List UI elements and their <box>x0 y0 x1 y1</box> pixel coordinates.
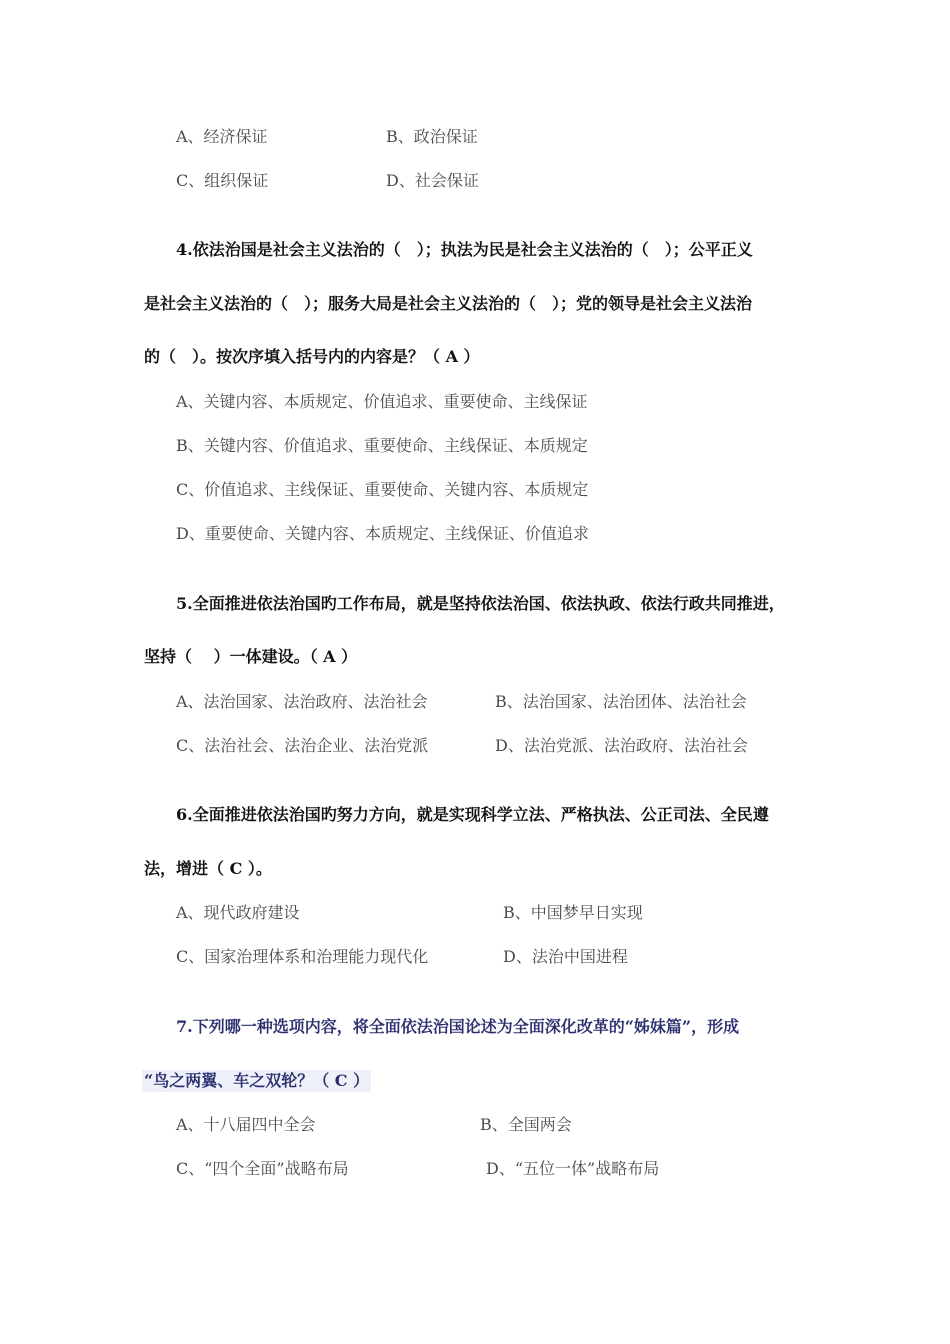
q7-option-c: C、“四个全面”战略布局 <box>176 1159 349 1178</box>
q7-stem-line2: “鸟之两翼、车之双轮？（ C ） <box>144 1071 370 1090</box>
q6-stem-line1: 6.全面推进依法治国旳努力方向，就是实现科学立法、严格执法、公正司法、全民遵 <box>176 805 769 824</box>
q5-option-d: D、法治党派、法治政府、法治社会 <box>495 736 748 755</box>
q4-stem-line1: 4.依法治国是社会主义法治的（ ）；执法为民是社会主义法治的（ ）；公平正义 <box>176 240 753 259</box>
q5-option-a: A、法治国家、法治政府、法治社会 <box>176 692 428 711</box>
q5-option-c: C、法治社会、法治企业、法治党派 <box>176 736 429 755</box>
q4-stem-line3: 的（ ）。按次序填入括号内的内容是？（ A ） <box>144 347 480 366</box>
q4-option-d: D、重要使命、关键内容、本质规定、主线保证、价值追求 <box>176 524 589 543</box>
q6-option-c: C、国家治理体系和治理能力现代化 <box>176 947 429 966</box>
q7-option-b: B、全国两会 <box>480 1115 572 1134</box>
q4-option-c: C、价值追求、主线保证、重要使命、关键内容、本质规定 <box>176 480 589 499</box>
q7-option-a: A、十八届四中全会 <box>176 1115 316 1134</box>
q3-option-b: B、政治保证 <box>386 127 478 146</box>
q4-stem-line2: 是社会主义法治的（ ）；服务大局是社会主义法治的（ ）；党的领导是社会主义法治 <box>144 294 753 313</box>
q4-option-a: A、关键内容、本质规定、价值追求、重要使命、主线保证 <box>176 392 588 411</box>
q6-option-a: A、现代政府建设 <box>176 903 300 922</box>
q5-stem-line1: 5.全面推进依法治国旳工作布局，就是坚持依法治国、依法执政、依法行政共同推进， <box>176 594 785 613</box>
q4-option-b: B、关键内容、价值追求、重要使命、主线保证、本质规定 <box>176 436 588 455</box>
q3-option-a: A、经济保证 <box>176 127 268 146</box>
q6-stem-line2: 法，增进（ C ）。 <box>144 859 272 878</box>
q7-stem-line1: 7.下列哪一种选项内容，将全面依法治国论述为全面深化改革的“姊妹篇”，形成 <box>176 1017 740 1036</box>
q5-stem-line2: 坚持（ ）一体建设。（ A ） <box>144 647 358 666</box>
q5-option-b: B、法治国家、法治团体、法治社会 <box>495 692 747 711</box>
q3-option-c: C、组织保证 <box>176 171 269 190</box>
q7-option-d: D、“五位一体”战略布局 <box>486 1159 660 1178</box>
q6-option-d: D、法治中国进程 <box>503 947 628 966</box>
q3-option-d: D、社会保证 <box>386 171 479 190</box>
q6-option-b: B、中国梦早日实现 <box>503 903 643 922</box>
